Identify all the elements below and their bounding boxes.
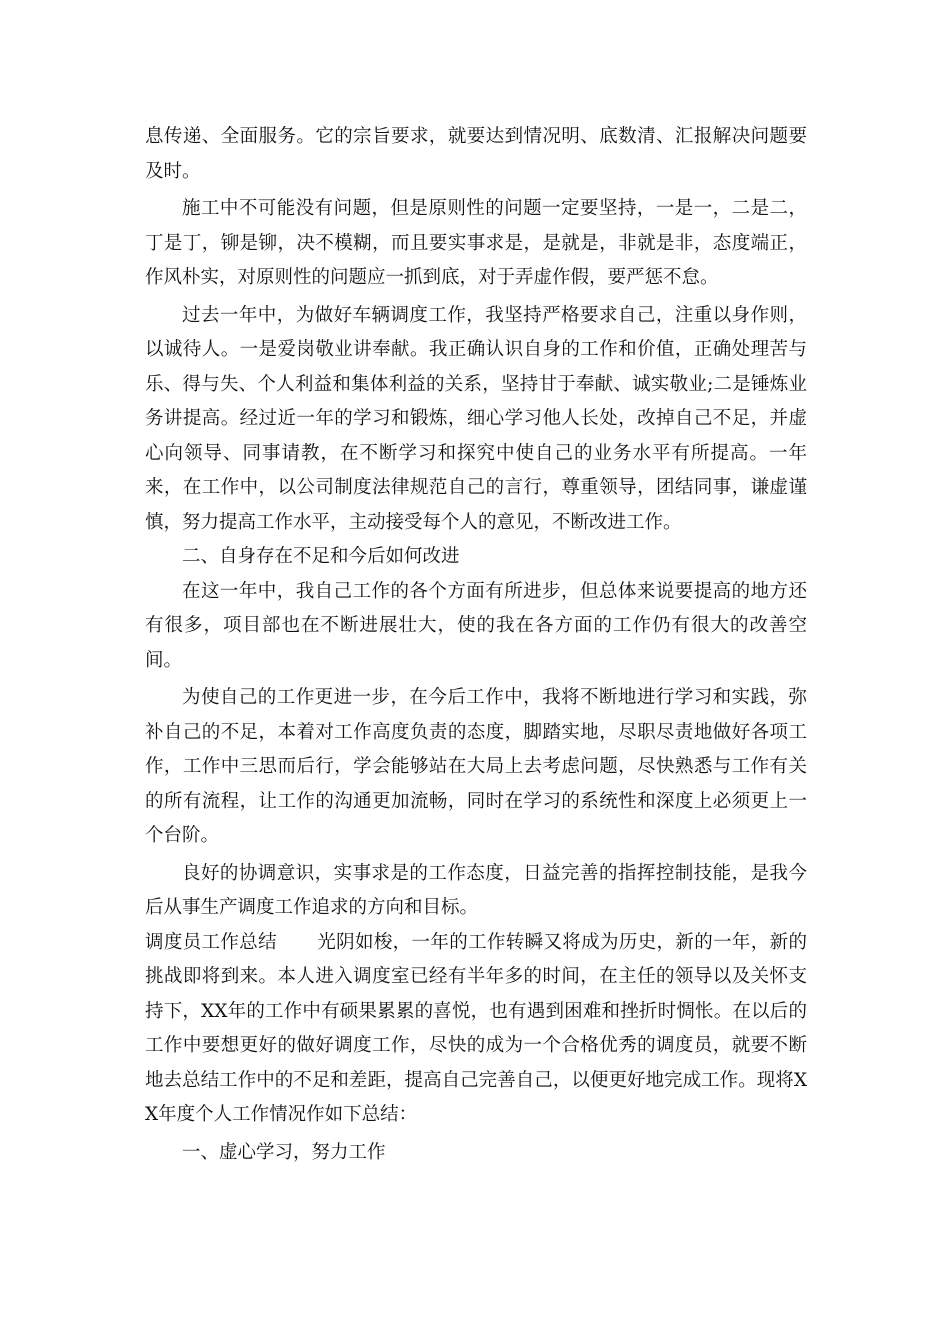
paragraph-6: 良好的协调意识，实事求是的工作态度，日益完善的指挥控制技能，是我今后从事生产调度工作追求的方向和目标。	[145, 862, 807, 918]
summary-paragraph	[145, 926, 807, 1133]
paragraph-5: 为使自己的工作更进一步，在今后工作中，我将不断地进行学习和实践，弥补自己的不足，本着对工作高度负责的态度，脚踏实地，尽职尽责地做好各项工作，工作中三思而后行，学会能够站在大局上去考虑问题，尽快熟悉与工作有关的所有流程，让工作的沟通更加流畅，同时在学习的系统性和深度上必须更上一个台阶。	[145, 687, 807, 846]
summary-body: 光阴如梭，一年的工作转瞬又将成为历史，新的一年，新的挑战即将到来。本人进入调度室已经有半年多的时间，在主任的领导以及关怀支持下，XX年的工作中有硕果累累的喜悦，也有遇到困难和挫折时惆怅。在以后的工作中要想更好的做好调度工作，尽快的成为一个合格优秀的调度员，就要不断地去总结工作中的不足和差距，提高自己完善自己，以便更好地完成工作。现将XX年度个人工作情况作如下总结：	[145, 931, 807, 1125]
paragraph-2: 施工中不可能没有问题，但是原则性的问题一定要坚持，一是一，二是二，丁是丁，铆是铆，决不模糊，而且要实事求是，是就是，非就是非，态度端正，作风朴实，对原则性的问题应一抓到底，对于弄虚作假，要严惩不怠。	[145, 198, 807, 288]
section-heading-2: 二、自身存在不足和今后如何改进	[182, 546, 460, 567]
paragraph-3: 过去一年中，为做好车辆调度工作，我坚持严格要求自己，注重以身作则，以诚待人。一是爱岗敬业讲奉献。我正确认识自身的工作和价值，正确处理苦与乐、得与失、个人利益和集体利益的关系，坚持甘于奉献、诚实敬业;二是锤炼业务讲提高。经过近一年的学习和锻炼，细心学习他人长处，改掉自己不足，并虚心向领导、同事请教，在不断学习和探究中使自己的业务水平有所提高。一年来，在工作中，以公司制度法律规范自己的言行，尊重领导，团结同事，谦虚谨慎，努力提高工作水平，主动接受每个人的意见，不断改进工作。	[145, 304, 807, 533]
paragraph-1: 息传递、全面服务。它的宗旨要求，就要达到情况明、底数清、汇报解决问题要及时。	[145, 126, 807, 182]
section-heading-1: 一、虚心学习，努力工作	[182, 1141, 386, 1163]
paragraph-4: 在这一年中，我自己工作的各个方面有所进步，但总体来说要提高的地方还有很多，项目部也在不断进展壮大，使的我在各方面的工作仍有很大的改善空间。	[145, 580, 807, 671]
summary-title: 调度员工作总结	[145, 931, 277, 953]
document-body	[145, 120, 807, 1170]
